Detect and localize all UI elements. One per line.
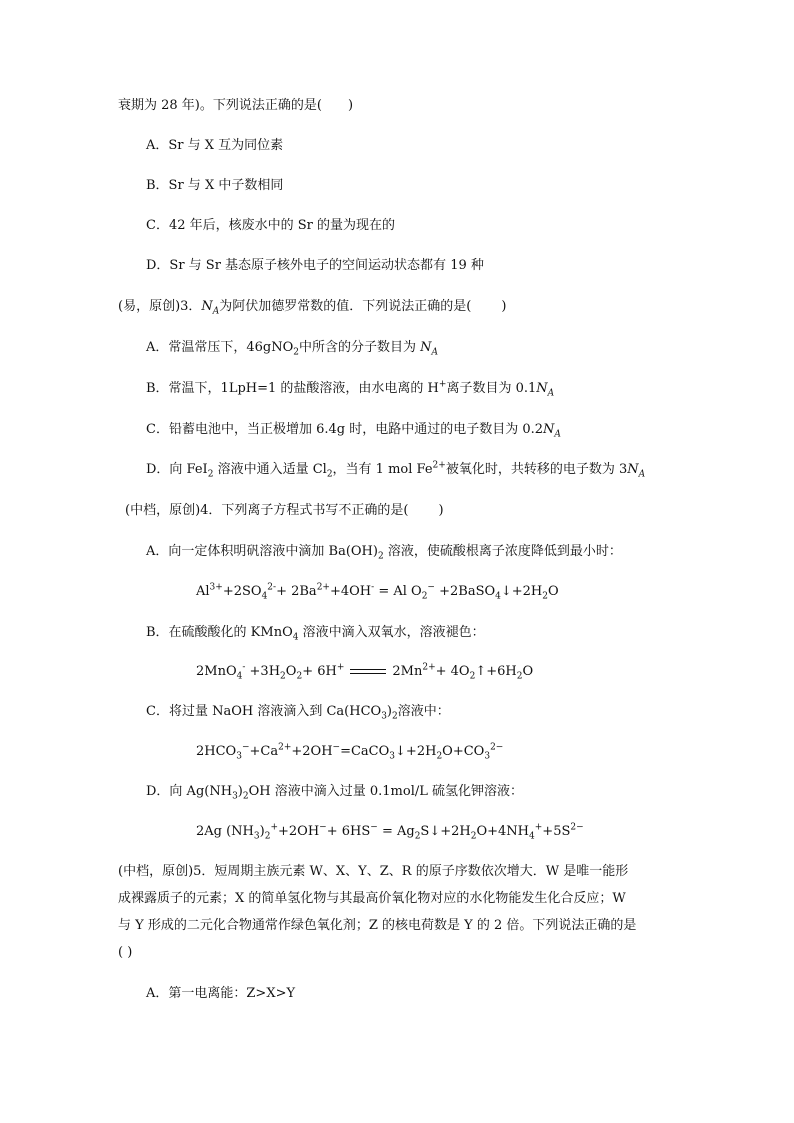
eq-part: = Al O <box>374 584 422 599</box>
eq-sup: + <box>336 662 345 673</box>
eq-sub: 2 <box>421 591 428 602</box>
q5-stem-line-1: (中档，原创)5．短周期主族元素 W、X、Y、Z、R 的原子序数依次增大．W 是唯一能形 <box>118 864 629 879</box>
eq-sub: 3 <box>236 751 242 762</box>
eq-sub: 2 <box>470 831 477 842</box>
q4d-sub2: 2 <box>242 791 249 802</box>
eq-sub: 2 <box>542 591 549 602</box>
q3c-na: N <box>543 422 555 437</box>
q3c-text: C．铅蓄电池中，当正极增加 6.4g 时，电路中通过的电子数目为 0.2 <box>146 422 544 437</box>
q5-stem-line-2: 成裸露质子的元素；X 的简单氢化物与其最高价氧化物对应的水化物能发生化合反应；W <box>118 891 626 906</box>
q4d-sub: 3 <box>232 791 238 802</box>
q4a-text2: 溶液，使硫酸根离子浓度降低到最小时： <box>383 544 622 559</box>
double-equal-sign <box>350 668 386 676</box>
q4d-text2: ) <box>237 784 243 799</box>
q3-option-a <box>146 340 438 356</box>
eq-sup: − <box>241 742 250 753</box>
q4-stem-text: (中档，原创)4．下列离子方程式书写不正确的是( <box>125 503 409 518</box>
eq-part: + 4O <box>435 664 470 679</box>
q3d-na: N <box>627 462 639 477</box>
q3a-text: A．常温常压下，46gNO <box>146 340 294 355</box>
q4c-text3: 溶液中： <box>397 704 450 719</box>
q5-option-a: A．第一电离能：Z>X>Y <box>146 986 296 1001</box>
eq-sup: − <box>370 822 378 833</box>
eq-sup: − <box>332 742 341 753</box>
eq-part: +2OH <box>291 744 333 759</box>
eq-sub: 3 <box>253 831 260 842</box>
q4-option-a <box>146 544 622 560</box>
eq-sub: 2 <box>280 671 286 682</box>
q3a-text2: 中所含的分子数目为 <box>299 340 421 355</box>
q3-na-sub: A <box>212 306 220 317</box>
eq-part: + 6HS <box>326 824 371 839</box>
eq-sub: 2 <box>296 671 303 682</box>
eq-sup: 2+ <box>422 662 436 673</box>
eq-sub: 4 <box>529 831 535 842</box>
eq-part: +3H <box>245 664 281 679</box>
q3b-na: N <box>536 381 548 396</box>
q4-paren-close: ) <box>438 503 444 518</box>
q2-option-c: C．42 年后，核废水中的 Sr 的量为现在的 <box>146 218 396 233</box>
eq-sub: 4 <box>495 591 501 602</box>
q4b-text: B．在硫酸酸化的 KMnO <box>146 625 293 640</box>
q3a-sub: 2 <box>293 347 300 358</box>
q3-prefix: (易，原创)3． <box>118 299 202 314</box>
q3b-text2: 离子数目为 0.1 <box>446 381 537 396</box>
eq-part: 2MnO <box>196 664 237 679</box>
eq-part: +Ca <box>249 744 279 759</box>
eq-sub: 2 <box>469 671 476 682</box>
eq-sup: 2+ <box>278 742 292 753</box>
eq-part: O <box>522 664 534 679</box>
eq-sub: 3 <box>389 751 396 762</box>
eq-part: 2Ag (NH <box>196 824 254 839</box>
eq-sub: 2 <box>436 751 443 762</box>
q3d-sub1: 2 <box>207 469 214 480</box>
eq-part: 2Mn <box>392 664 423 679</box>
eq-part: =CaCO <box>340 744 390 759</box>
q4d-equation <box>196 824 584 840</box>
q4a-text: A．向一定体积明矾溶液中滴加 Ba(OH) <box>146 544 378 559</box>
q4-option-c <box>146 704 450 720</box>
eq-part: ) <box>259 824 265 839</box>
eq-part: O+CO <box>442 744 485 759</box>
q3-na: N <box>201 299 213 314</box>
q3d-text3: ，当有 1 mol Fe <box>332 462 433 477</box>
eq-part: + 2Ba <box>276 584 317 599</box>
q3-stem-rest: 为阿伏加德罗常数的值．下列说法正确的是( <box>219 299 472 314</box>
eq-sup: 2− <box>570 822 584 833</box>
eq-sub: 4 <box>236 671 243 682</box>
q2-option-b: B．Sr 与 X 中子数相同 <box>146 178 284 193</box>
q3d-text: D．向 FeI <box>146 462 208 477</box>
eq-sup: + <box>270 822 278 833</box>
q3b-na-sub: A <box>547 388 555 399</box>
q4d-text: D．向 Ag(NH <box>146 784 233 799</box>
eq-sup: - <box>371 582 375 593</box>
q3d-sup: 2+ <box>432 460 446 471</box>
q2-stem <box>118 98 353 114</box>
eq-sup: 2+ <box>316 582 330 593</box>
q4c-equation <box>196 744 503 760</box>
q4-option-d <box>146 784 523 800</box>
q3-paren-close: ) <box>501 299 507 314</box>
q4c-sub: 3 <box>381 711 387 722</box>
q4c-sub2: 2 <box>392 711 398 722</box>
q3c-na-sub: A <box>554 429 561 440</box>
q4c-text: C．将过量 NaOH 溶液滴入到 Ca(HCO <box>146 704 382 719</box>
q2-stem-text: 衰期为 28 年)。下列说法正确的是( <box>118 98 322 113</box>
eq-part: = Ag <box>377 824 415 839</box>
q3-option-c <box>146 422 561 438</box>
q3-option-d <box>146 462 645 478</box>
eq-part: O+4NH <box>476 824 530 839</box>
q2-option-d: D．Sr 与 Sr 基态原子核外电子的空间运动状态都有 19 种 <box>146 258 484 273</box>
q3b-text: B．常温下，1LpH=1 的盐酸溶液，由水电离的 H <box>146 381 439 396</box>
eq-sup: 3+ <box>209 582 223 593</box>
q4b-equation <box>196 664 533 680</box>
q3d-na-sub: A <box>638 469 646 480</box>
q3d-text4: 被氧化时，共转移的电子数为 3 <box>445 462 628 477</box>
q3a-na-sub: A <box>431 347 439 358</box>
q3a-na: N <box>420 340 432 355</box>
eq-part: +5S <box>542 824 571 839</box>
q5-stem-line-3: 与 Y 形成的二元化合物通常作绿色氧化剂；Z 的核电荷数是 Y 的 2 倍。下列说法正确的是 <box>118 918 637 933</box>
eq-part: ↑+6H <box>475 664 517 679</box>
eq-sub: 2 <box>414 831 421 842</box>
eq-sup: 2- <box>267 582 277 593</box>
q3d-text2: 溶液中通入适量 Cl <box>213 462 327 477</box>
q3-stem <box>118 299 506 315</box>
eq-sub: 4 <box>261 591 268 602</box>
eq-sub: 2 <box>264 831 271 842</box>
eq-sup: 2− <box>490 742 504 753</box>
eq-part: ↓+2H <box>395 744 437 759</box>
q4d-text3: OH 溶液中滴入过量 0.1mol/L 硫氢化钾溶液： <box>248 784 523 799</box>
eq-part: +2BaSO <box>434 584 496 599</box>
q5-stem-line-4: ( ) <box>118 945 133 960</box>
q4b-sub: 4 <box>292 632 299 643</box>
eq-part: Al <box>196 584 210 599</box>
eq-part: ↓+2H <box>500 584 543 599</box>
eq-sup: - <box>242 662 246 673</box>
eq-sup: − <box>427 582 435 593</box>
eq-sub: 2 <box>516 671 523 682</box>
q3d-sub2: 2 <box>326 469 333 480</box>
eq-part: + 6H <box>302 664 337 679</box>
q4-option-b <box>146 625 485 641</box>
q4a-equation <box>196 584 559 600</box>
q4a-sub: 2 <box>377 551 384 562</box>
eq-part: O <box>548 584 559 599</box>
eq-part: 2HCO <box>196 744 237 759</box>
eq-part: S↓+2H <box>420 824 471 839</box>
q4-stem <box>125 503 444 519</box>
q3-option-b <box>146 381 554 397</box>
eq-part: +2SO <box>222 584 262 599</box>
q2-option-a: A．Sr 与 X 互为同位素 <box>146 138 284 153</box>
q4c-text2: ) <box>386 704 392 719</box>
eq-part: +4OH <box>329 584 372 599</box>
q4b-text2: 溶液中滴入双氧水，溶液褪色： <box>298 625 485 640</box>
q2-paren-close: ) <box>347 98 354 113</box>
eq-part: O <box>285 664 297 679</box>
eq-sup: − <box>319 822 327 833</box>
eq-sup: + <box>534 822 543 833</box>
q3b-sup: + <box>438 379 447 390</box>
eq-sub: 3 <box>484 751 491 762</box>
eq-part: +2OH <box>278 824 320 839</box>
